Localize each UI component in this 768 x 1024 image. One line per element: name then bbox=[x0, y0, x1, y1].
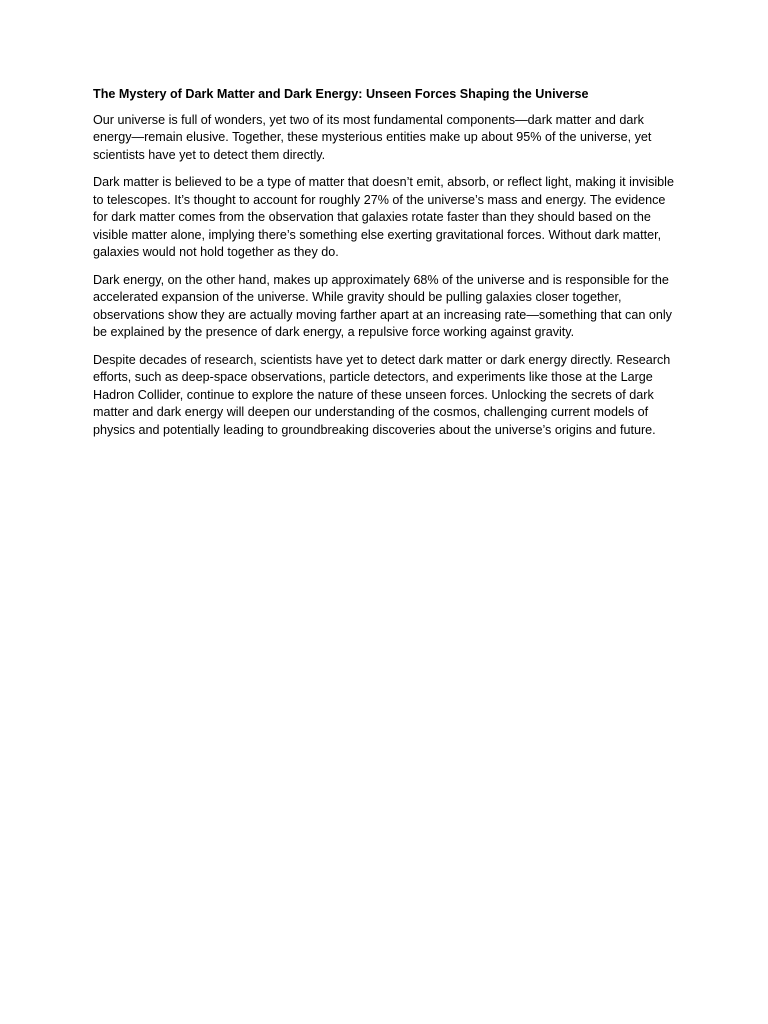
paragraph-dark-matter: Dark matter is believed to be a type of matter that doesn’t emit, absorb, or reflect light, making it invisible to telescopes. It’s thought to account for roughly 27% of the universe’s mass and energy. The evidence for dark matter comes from the observation that galaxies rotate faster than they should based on the visible matter alone, implying there’s something else exerting gravitational forces. Without dark matter, galaxies would not hold together as they do. bbox=[93, 175, 674, 259]
paragraph-dark-energy: Dark energy, on the other hand, makes up approximately 68% of the universe and is responsible for the accelerated expansion of the universe. While gravity should be pulling galaxies closer together, observations show they are actually moving farther apart at an increasing rate—something that can only be explained by the presence of dark energy, a repulsive force working against gravity. bbox=[93, 272, 672, 339]
paragraph-intro: Our universe is full of wonders, yet two of its most fundamental components—dark matter and dark energy—remain elusive. Together, these mysterious entities make up about 95% of the universe, yet scientists have yet to detect them directly. bbox=[93, 112, 652, 162]
document-title: The Mystery of Dark Matter and Dark Energy: Unseen Forces Shaping the Universe bbox=[93, 87, 589, 101]
paragraph-research: Despite decades of research, scientists have yet to detect dark matter or dark energy directly. Research efforts, such as deep-space observations, particle detectors, and experiments like those at the Large Hadron Collider, continue to explore the nature of these unseen forces. Unlocking the secrets of dark matter and dark energy will deepen our understanding of the cosmos, challenging current models of physics and potentially leading to groundbreaking discoveries about the universe’s origins and future. bbox=[93, 352, 671, 437]
document-body bbox=[93, 86, 679, 449]
